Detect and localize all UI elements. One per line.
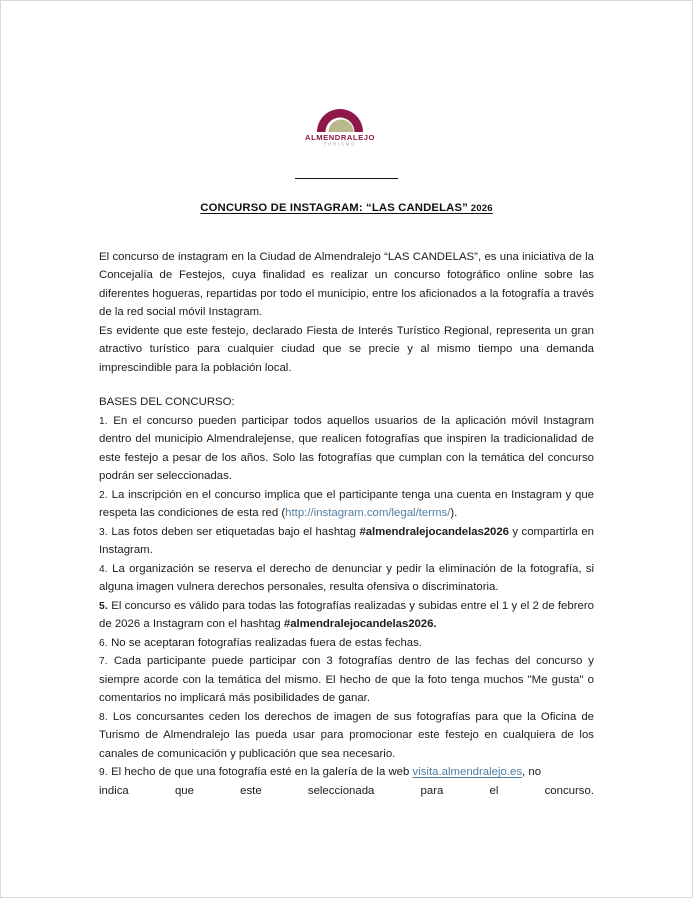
logo-header xyxy=(1,1,692,151)
rule-item-3 xyxy=(99,523,594,560)
rule-text-8: Los concursantes ceden los derechos de imagen de sus fotografías para que la Oficina de Turismo de Almendralejo las pueda usar para promocionar este festejo en cualquiera de los canales de comunicación y publicación que sea necesario. xyxy=(99,710,594,760)
rule-text-3-after: y compartirla en Instagram. xyxy=(99,525,594,557)
rule-number-3: 3. xyxy=(99,526,108,538)
intro-paragraph-1: El concurso de instagram en la Ciudad de Almendralejo “LAS CANDELAS”, es una iniciativa de la Concejalía de Festejos, cuya finalidad es realizar un concurso fotográfico online sobre las diferentes hogueras, repartidas por todo el municipio, entre los aficionados a la fotografía a través de la red social móvil Instagram. xyxy=(99,251,594,319)
rule-item-5 xyxy=(99,597,594,634)
rule-item-2 xyxy=(99,486,594,523)
rule-text-3-before: Las fotos deben ser etiquetadas bajo el hashtag xyxy=(111,525,360,538)
document-body xyxy=(99,214,594,800)
rule-text-4: La organización se reserva el derecho de denunciar y pedir la eliminación de la fotografía, si alguna imagen vulnera derechos personales, resulta ofensiva o discriminatoria. xyxy=(99,562,594,594)
rule-number-7: 7. xyxy=(99,656,108,668)
rule-item-9 xyxy=(99,763,594,782)
hashtag-rule-3: #almendralejocandelas2026 xyxy=(359,525,509,538)
rule-text-7: Cada participante puede participar con 3 fotografías dentro de las fechas del concurso y siempre acorde con la temática del mismo. El hecho de que la foto tenga muchos "Me gusta" o comentarios no implicará más posibilidades de ganar. xyxy=(99,655,594,705)
rule-item-8 xyxy=(99,708,594,763)
rule-text-5-before: El concurso es válido para todas las fotografías realizadas y subidas entre el 1 y el 2 de febrero de 2026 a Instagram con el hashtag xyxy=(99,599,594,631)
rule-number-4: 4. xyxy=(99,563,108,575)
intro-paragraph-2: Es evidente que este festejo, declarado Fiesta de Interés Turístico Regional, representa un gran atractivo turístico para cualquier ciudad que se precie y al mismo tiempo una demanda imprescindible para la población local. xyxy=(99,324,594,374)
rule-text-9-before: El hecho de que una fotografía esté en la galería de la web xyxy=(111,766,413,779)
page-title-main: CONCURSO DE INSTAGRAM: “LAS CANDELAS” xyxy=(200,202,468,214)
rule-number-5: 5. xyxy=(99,600,109,612)
rule-text-9-after: , no xyxy=(522,766,542,779)
rule-item-1 xyxy=(99,412,594,486)
rule-text-6: No se aceptaran fotografías realizadas fuera de estas fechas. xyxy=(111,636,422,649)
logo-subtitle: TURISMO xyxy=(323,141,356,146)
rule-item-6 xyxy=(99,634,594,653)
rules-heading: BASES DEL CONCURSO: xyxy=(99,396,235,409)
rule-item-4 xyxy=(99,560,594,597)
rule-number-9: 9. xyxy=(99,767,108,779)
rule-number-2: 2. xyxy=(99,489,108,501)
page-title-year: 2026 xyxy=(470,203,493,214)
hashtag-rule-5: #almendralejocandelas2026. xyxy=(283,618,437,631)
visita-almendralejo-link[interactable]: visita.almendralejo.es xyxy=(412,766,523,779)
rule-text-2-before: La inscripción en el concurso implica que el participante tenga una cuenta en Instagram y que respeta las condiciones de esta red ( xyxy=(99,488,594,520)
divider-rule-container xyxy=(1,170,692,188)
rule-text-1: En el concurso pueden participar todos aquellos usuarios de la aplicación móvil Instagram dentro del municipio Almendralejense, que realicen fotografías que inspiren la tradicionalidad de este festejo a pesar de los años. Solo las fotografías que cumplan con la temática del concurso podrán ser seleccionadas. xyxy=(99,414,594,483)
page-title xyxy=(1,202,692,214)
instagram-terms-link[interactable]: http://instagram.com/legal/terms/ xyxy=(285,507,451,520)
rule-text-2-after: ). xyxy=(450,507,458,520)
rule-number-1: 1. xyxy=(99,415,108,427)
divider-rule xyxy=(295,178,398,179)
almendralejo-turismo-logo xyxy=(299,98,395,146)
rule-item-9-continuation: indica que este seleccionada para el concurso. xyxy=(99,784,594,797)
rule-number-6: 6. xyxy=(99,637,108,649)
logo-arch-icon xyxy=(299,98,395,146)
logo-wordmark: ALMENDRALEJO xyxy=(304,133,375,143)
rule-number-8: 8. xyxy=(99,711,108,723)
rule-item-7 xyxy=(99,652,594,707)
